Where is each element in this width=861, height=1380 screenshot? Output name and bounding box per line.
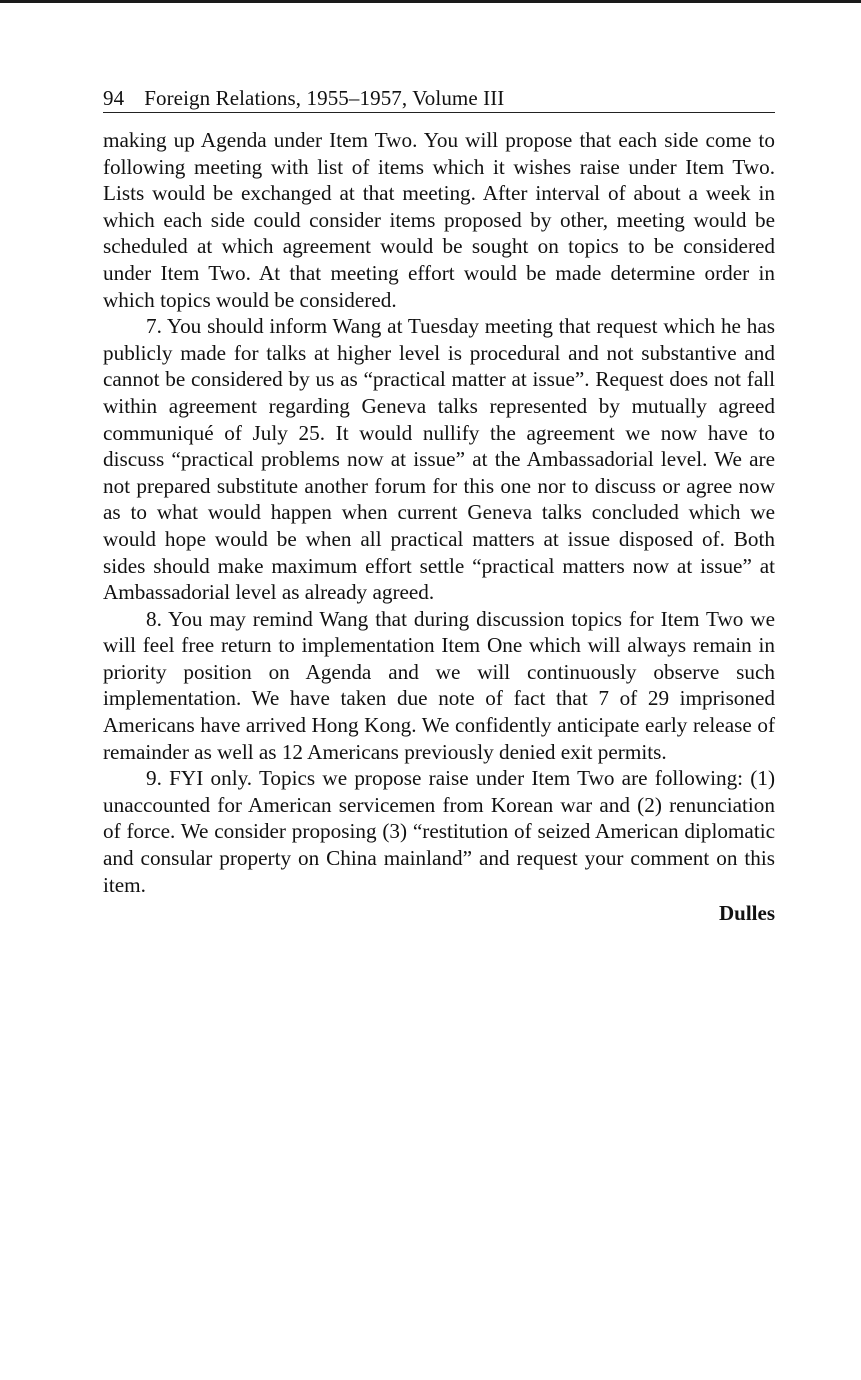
running-header [103,84,775,113]
paragraph-7: 7. You should inform Wang at Tuesday meeting that request which he has publicly made for talks at higher level is procedural and not substantive and cannot be considered by us as “practical matter at issue”. Request does not fall within agreement regarding Geneva talks represented by mutually agreed communiqué of July 25. It would nullify the agreement we now have to discuss “practical problems now at issue” at the Ambassadorial level. We are not prepared substitute another forum for this one nor to discuss or agree now as to what would happen when current Geneva talks concluded which we would hope would be when all practical matters at issue disposed of. Both sides should make maximum effort settle “practical matters now at issue” at Ambassadorial level as already agreed. [103,314,775,605]
top-border-rule [0,0,861,3]
signature: Dulles [718,901,775,926]
paragraph-continuation: making up Agenda under Item Two. You will propose that each side come to following meeting with list of items which it wishes raise under Item Two. Lists would be exchanged at that meeting. After interval of about a week in which each side could consider items proposed by other, meeting would be scheduled at which agreement would be sought on topics to be considered under Item Two. At that meeting effort would be made determine order in which topics would be considered. [103,128,775,312]
page-number: 94 [103,86,125,110]
running-title: Foreign Relations, 1955–1957, Volume III [144,86,505,110]
document-body [103,127,775,898]
paragraph-9: 9. FYI only. Topics we propose raise under Item Two are following: (1) unaccounted for American servicemen from Korean war and (2) renunciation of force. We consider proposing (3) “restitution of seized American diplomatic and consular property on China mainland” and request your comment on this item. [103,766,775,897]
paragraph-8: 8. You may remind Wang that during discussion topics for Item Two we will feel free return to implementation Item One which will always remain in priority position on Agenda and we will continuously observe such implementation. We have taken due note of fact that 7 of 29 imprisoned Americans have arrived Hong Kong. We confidently anticipate early release of remainder as well as 12 Americans previously denied exit permits. [103,606,775,764]
document-page [103,84,775,926]
